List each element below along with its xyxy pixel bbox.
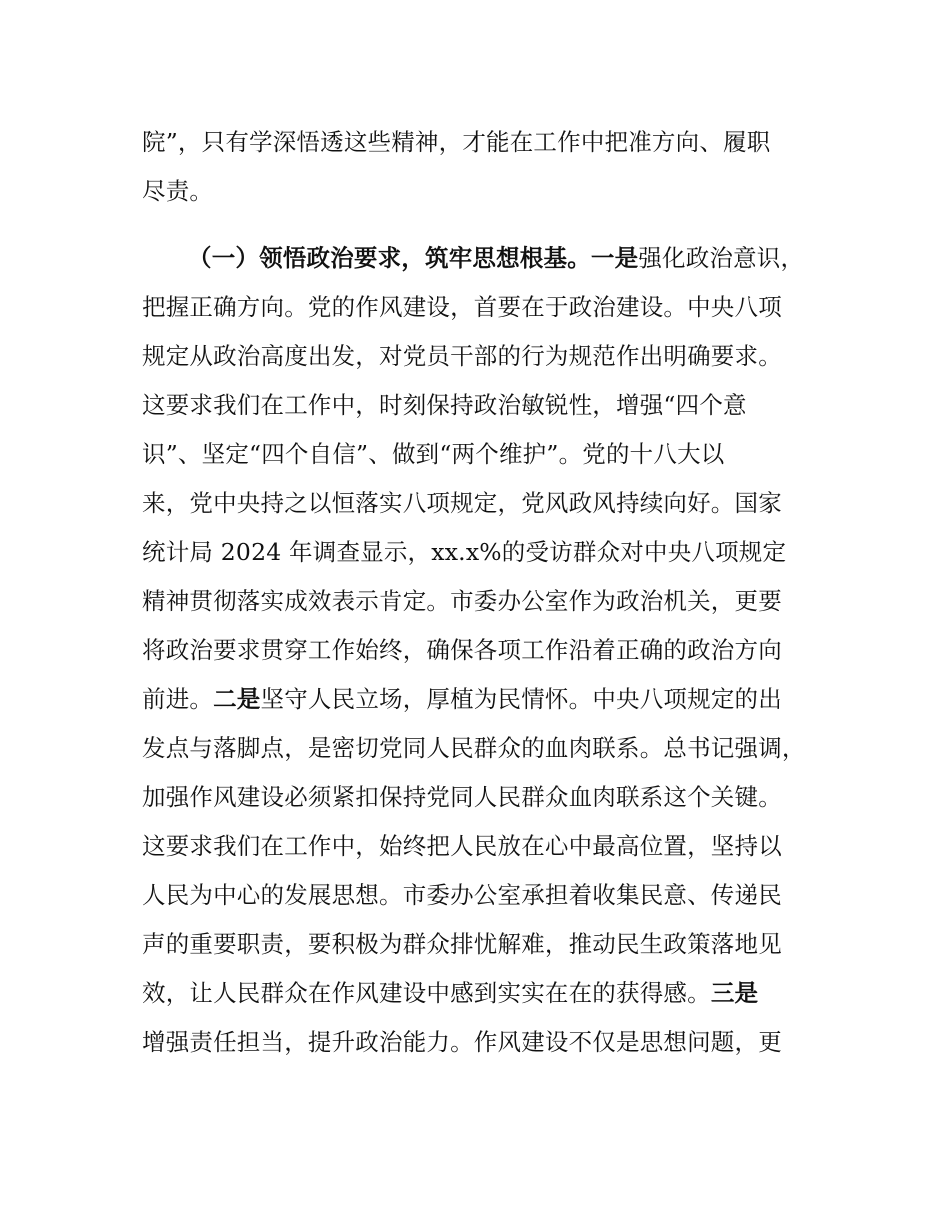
point-label-1: 一是 [590,244,639,272]
text-run: 识”、坚定“四个自信”、做到“两个维护”。党的十八大以 [142,440,725,468]
text-run: 这要求我们在工作中，始终把人民放在心中最高位置，坚持以 [142,832,782,860]
point-label-3: 三是 [710,979,759,1007]
text-run: 加强作风建设必须紧扣保持党同人民群众血肉联系这个关键。 [142,783,782,811]
text-line-17 [142,924,822,964]
text-run: 把握正确方向。党的作风建设，首要在于政治建设。中央八项 [142,293,782,321]
text-run: 效，让人民群众在作风建设中感到实实在在的获得感。 [142,979,711,1007]
text-line-4 [142,287,822,327]
text-run: 人民为中心的发展思想。市委办公室承担着收集民意、传递民 [142,881,782,909]
text-line-15 [142,826,822,866]
text-line-19 [142,1022,822,1062]
text-line-11 [142,630,822,670]
text-line-16 [142,875,822,915]
text-line-18 [142,973,822,1013]
text-run: 发点与落脚点，是密切党同人民群众的血肉联系。总书记强调， [142,734,806,762]
section-heading: （一）领悟政治要求，筑牢思想根基。 [188,244,591,272]
text-line-13 [142,728,822,768]
text-run: 精神贯彻落实成效表示肯定。市委办公室作为政治机关，更要 [142,587,782,615]
text-run: 来，党中央持之以恒落实八项规定，党风政风持续向好。国家 [142,489,782,517]
text-run: 规定从政治高度出发，对党员干部的行为规范作出明确要求。 [142,342,782,370]
text-line-7 [142,434,822,474]
section-heading-line [188,238,828,278]
text-run: 院”，只有学深悟透这些精神，才能在工作中把准方向、履职 [142,128,771,156]
text-run: 前进。 [142,685,214,713]
text-run: 将政治要求贯穿工作始终，确保各项工作沿着正确的政治方向 [142,636,782,664]
text-line-12 [142,679,822,719]
text-run: 这要求我们在工作中，时刻保持政治敏锐性，增强“四个意 [142,391,747,419]
text-run: 统计局 2024 年调查显示，xx.x%的受访群众对中央八项规定 [142,538,787,566]
text-line-1 [142,122,822,162]
text-run: 声的重要职责，要积极为群众排忧解难，推动民生政策落地见 [142,930,782,958]
text-run: 强化政治意识， [638,244,805,272]
text-line-9 [142,532,822,572]
text-line-14 [142,777,822,817]
text-run: 坚守人民立场，厚植为民情怀。中央八项规定的出 [260,685,782,713]
text-line-8 [142,483,822,523]
text-line-2 [142,171,822,211]
text-line-10 [142,581,822,621]
text-line-6 [142,385,822,425]
text-run: 增强责任担当，提升政治能力。作风建设不仅是思想问题，更 [142,1028,782,1056]
point-label-2: 二是 [213,685,261,713]
text-run: 尽责。 [142,177,214,205]
text-line-5 [142,336,822,376]
